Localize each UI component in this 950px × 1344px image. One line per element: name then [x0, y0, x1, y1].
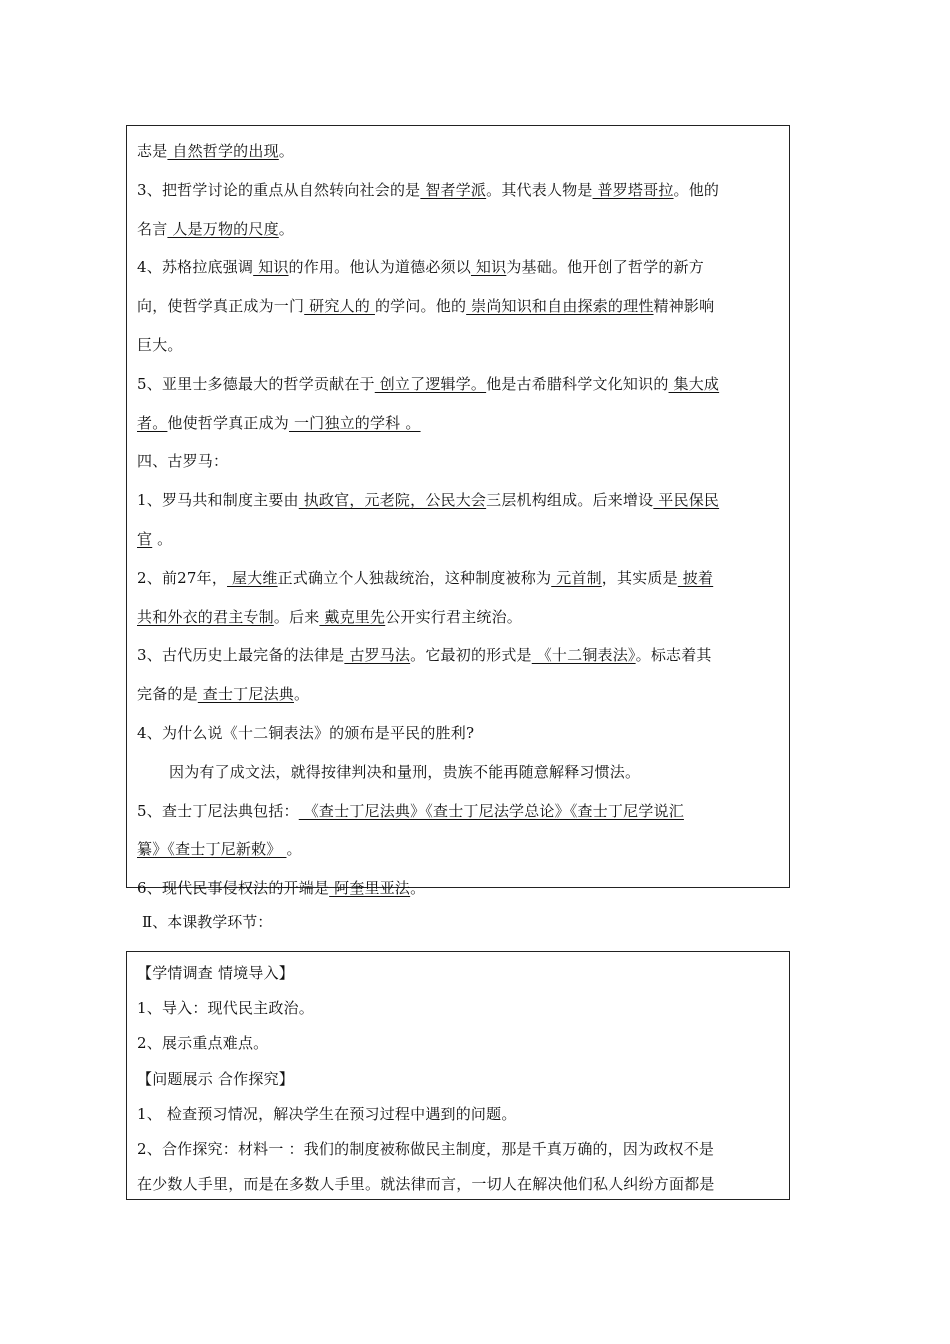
- text-segment: 他是古希腊科学文化知识的: [486, 374, 669, 393]
- text-line: [137, 481, 779, 520]
- text-line: [137, 365, 779, 404]
- text-segment: 。后来: [273, 607, 320, 626]
- text-segment: 1、罗马共和制度主要由: [137, 491, 299, 510]
- text-line: [137, 1132, 779, 1167]
- text-segment: 他使哲学真正成为: [167, 413, 290, 432]
- answer-blank: 崇尚知识和自由探索的理性: [466, 297, 654, 316]
- text-segment: 5、查士丁尼法典包括：: [137, 801, 299, 820]
- answer-blank: 共和外衣的君主专制: [137, 607, 274, 626]
- teaching-steps-box: [126, 951, 790, 1200]
- text-segment: 。他的: [673, 180, 720, 199]
- answer-blank: 一门独立的学科 。: [289, 413, 421, 432]
- answer-blank: 《十二铜表法》: [531, 646, 636, 665]
- answer-blank: 知识: [470, 258, 507, 277]
- answer-blank: 查士丁尼法典: [197, 685, 294, 704]
- text-line: [137, 248, 779, 287]
- text-line: [137, 442, 779, 481]
- text-line: [137, 675, 779, 714]
- answer-blank: 古罗马法: [344, 646, 411, 665]
- text-line: [137, 404, 779, 443]
- answer-blank: 元首制: [551, 568, 602, 587]
- answer-blank: 纂》《查士丁尼新敕》: [137, 840, 287, 859]
- answer-blank: 普罗塔哥拉: [592, 180, 674, 199]
- text-line: [137, 598, 779, 637]
- answer-blank: 阿奎里亚法: [329, 879, 411, 898]
- text-line: [137, 991, 779, 1026]
- text-segment: 3、古代历史上最完备的法律是: [137, 646, 345, 665]
- text-segment: 【学情调查 情境导入】: [137, 964, 294, 982]
- text-line: [137, 559, 779, 598]
- text-line: [137, 210, 779, 249]
- text-segment: 2、前27年，: [137, 568, 228, 587]
- text-segment: 在少数人手里，而是在多数人手里。就法律而言，一切人在解决他们私人纠纷方面都是: [137, 1175, 715, 1194]
- text-line: [137, 1097, 779, 1132]
- text-segment: 的学问。他的: [374, 297, 467, 316]
- text-segment: 巨大。: [137, 335, 183, 354]
- text-segment: 的作用。他认为道德必须以: [288, 258, 471, 277]
- text-segment: 4、为什么说《十二铜表法》的颁布是平民的胜利?: [137, 723, 475, 742]
- text-segment: 。: [278, 142, 294, 160]
- text-segment: ，其实质是: [601, 568, 678, 587]
- answer-blank: 知识: [253, 258, 289, 277]
- text-segment: 。: [410, 879, 426, 898]
- text-line: [137, 792, 779, 831]
- text-line: [137, 287, 779, 326]
- text-segment: 志是: [137, 142, 168, 160]
- text-segment: 四、古罗马：: [137, 452, 229, 471]
- text-segment: 3、把哲学讨论的重点从自然转向社会的是: [137, 180, 421, 199]
- answer-blank: 人是万物的尺度: [167, 219, 279, 238]
- text-line: [137, 636, 779, 675]
- answer-blank: 执政官，元老院，公民大会: [298, 491, 487, 510]
- answer-blank: 研究人的: [304, 297, 375, 316]
- text-segment: 。标志着其: [635, 646, 712, 665]
- text-segment: 为基础。他开创了哲学的新方: [506, 258, 704, 277]
- answer-blank: 官: [137, 529, 153, 548]
- answer-blank: 自然哲学的出现: [167, 142, 279, 160]
- text-line: [137, 1026, 779, 1061]
- text-line: [137, 714, 779, 753]
- answer-blank: 智者学派: [420, 180, 487, 199]
- text-line: [137, 520, 779, 559]
- text-segment: 。它最初的形式是: [410, 646, 532, 665]
- text-segment: 完备的是: [137, 685, 198, 704]
- text-line: [137, 326, 779, 365]
- text-segment: 。: [152, 529, 173, 548]
- text-segment: 名言: [137, 219, 168, 238]
- text-line: [137, 1062, 779, 1097]
- review-answer-box: [126, 125, 790, 898]
- text-segment: 【问题展示 合作探究】: [137, 1069, 294, 1088]
- text-segment: 。: [293, 685, 310, 704]
- text-segment: 6、现代民事侵权法的开端是: [137, 879, 330, 898]
- answer-blank: 集大成: [668, 374, 720, 393]
- answer-blank: 者。: [137, 413, 168, 432]
- text-segment: 。其代表人物是: [486, 180, 593, 199]
- text-line: [137, 956, 779, 991]
- text-segment: 精神影响: [653, 297, 715, 316]
- text-segment: 公开实行君主统治。: [385, 607, 523, 626]
- answer-blank: 创立了逻辑学。: [374, 374, 487, 393]
- text-segment: 2、展示重点难点。: [137, 1034, 269, 1053]
- text-line: [137, 869, 779, 908]
- answer-blank: 屋大维: [227, 568, 278, 587]
- text-line: [137, 753, 779, 792]
- text-segment: 。: [278, 219, 294, 238]
- answer-blank: 平民保民: [653, 491, 720, 510]
- text-segment: 因为有了成文法，就得按律判决和量刑，贵族不能再随意解释习惯法。: [169, 762, 641, 781]
- answer-blank: 《查士丁尼法典》《查士丁尼法学总论》《查士丁尼学说汇: [298, 801, 684, 820]
- text-line: [137, 830, 779, 869]
- text-segment: 2、合作探究：材料一 ：我们的制度被称做民主制度，那是千真万确的，因为政权不是: [137, 1139, 715, 1158]
- answer-blank: 披着: [677, 568, 714, 587]
- text-line: [137, 1167, 779, 1200]
- answer-blank: 戴克里先: [319, 607, 386, 626]
- text-line: [137, 132, 779, 171]
- text-segment: 。: [286, 840, 302, 859]
- section-heading: Ⅱ、本课教学环节：: [142, 913, 273, 931]
- text-segment: 正式确立个人独裁统治，这种制度被称为: [277, 568, 552, 587]
- text-segment: 向，使哲学真正成为一门: [137, 297, 305, 316]
- text-segment: 三层机构组成。后来增设: [486, 491, 654, 510]
- text-segment: 1、导入：现代民主政治。: [137, 999, 314, 1018]
- text-line: [137, 171, 779, 210]
- text-segment: 1、 检查预习情况，解决学生在预习过程中遇到的问题。: [137, 1104, 517, 1123]
- text-segment: 5、亚里士多德最大的哲学贡献在于: [137, 374, 375, 393]
- text-segment: 4、苏格拉底强调: [137, 258, 254, 277]
